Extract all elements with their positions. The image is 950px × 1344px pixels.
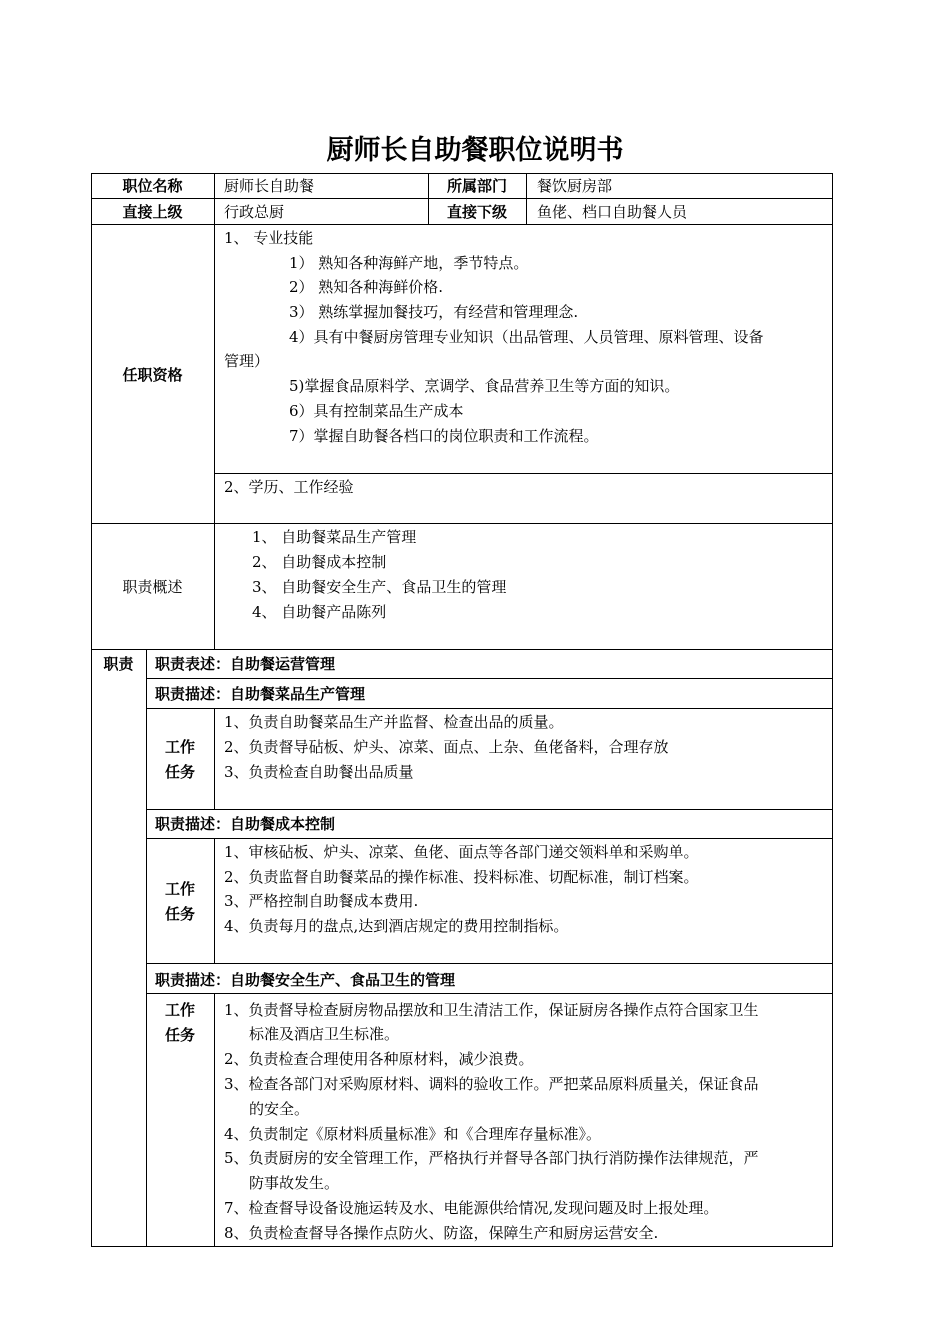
position-name-label: 职位名称 <box>122 177 183 195</box>
task-line-continued: 防事故发生。 <box>249 1174 340 1192</box>
task-line: 3、检查各部门对采购原材料、调料的验收工作。严把菜品原料质量关，保证食品 <box>224 1075 759 1093</box>
overview-item: 2、 自助餐成本控制 <box>252 553 387 571</box>
duties-label: 职责 <box>103 655 134 673</box>
overview-item: 3、 自助餐安全生产、食品卫生的管理 <box>252 578 507 596</box>
task-label: 任务 <box>164 905 195 923</box>
task-line: 2、负责检查合理使用各种原材料，减少浪费。 <box>224 1050 534 1068</box>
duty-statement: 职责表述：自助餐运营管理 <box>155 655 336 673</box>
duty-section-title: 职责描述：自助餐成本控制 <box>155 815 336 833</box>
task-line-continued: 标准及酒店卫生标准。 <box>249 1025 400 1043</box>
task-line: 7、检查督导设备设施运转及水、电能源供给情况,发现问题及时上报处理。 <box>224 1199 719 1217</box>
qualifications-label: 任职资格 <box>122 366 183 384</box>
task-label: 任务 <box>164 1026 195 1044</box>
skills-title: 1、 专业技能 <box>224 229 314 247</box>
task-line: 3、严格控制自助餐成本费用. <box>224 892 419 910</box>
skill-item: 6）具有控制菜品生产成本 <box>289 402 464 420</box>
skill-item-continued: 管理） <box>224 352 270 370</box>
task-line: 8、负责检查督导各操作点防火、防盗，保障生产和厨房运营安全. <box>224 1224 659 1242</box>
overview-label: 职责概述 <box>122 578 183 596</box>
subordinate-label: 直接下级 <box>446 203 507 221</box>
education-title: 2、学历、工作经验 <box>224 478 354 496</box>
task-line: 4、负责每月的盘点,达到酒店规定的费用控制指标。 <box>224 917 569 935</box>
task-line: 1、负责自助餐菜品生产并监督、检查出品的质量。 <box>224 713 564 731</box>
task-line: 2、负责监督自助餐菜品的操作标准、投料标准、切配标准，制订档案。 <box>224 868 699 886</box>
duty-section-title: 职责描述：自助餐菜品生产管理 <box>155 685 366 703</box>
skill-item: 5)掌握食品原料学、烹调学、食品营养卫生等方面的知识。 <box>289 377 680 395</box>
duty-section-title: 职责描述：自助餐安全生产、食品卫生的管理 <box>155 971 456 989</box>
skill-item: 1） 熟知各种海鲜产地，季节特点。 <box>289 254 529 272</box>
task-line: 4、负责制定《原材料质量标准》和《合理库存量标准》。 <box>224 1125 602 1143</box>
skill-item: 7）掌握自助餐各档口的岗位职责和工作流程。 <box>289 427 599 445</box>
task-label: 工作 <box>164 1001 195 1019</box>
task-line: 3、负责检查自助餐出品质量 <box>224 763 414 781</box>
subordinate-value: 鱼佬、档口自助餐人员 <box>537 203 688 221</box>
department-value: 餐饮厨房部 <box>537 177 613 195</box>
superior-value: 行政总厨 <box>224 203 285 221</box>
task-line: 2、负责督导砧板、炉头、凉菜、面点、上杂、鱼佬备料，合理存放 <box>224 738 669 756</box>
task-label: 工作 <box>164 738 195 756</box>
task-line: 1、审核砧板、炉头、凉菜、鱼佬、面点等各部门递交领料单和采购单。 <box>224 843 699 861</box>
task-label: 工作 <box>164 880 195 898</box>
task-label: 任务 <box>164 763 195 781</box>
page-title: 厨师长自助餐职位说明书 <box>326 135 624 166</box>
overview-item: 4、 自助餐产品陈列 <box>252 603 387 621</box>
task-line-continued: 的安全。 <box>249 1100 310 1118</box>
task-line: 5、负责厨房的安全管理工作，严格执行并督导各部门执行消防操作法律规范，严 <box>224 1149 759 1167</box>
overview-item: 1、 自助餐菜品生产管理 <box>252 528 417 546</box>
task-line: 1、负责督导检查厨房物品摆放和卫生清洁工作，保证厨房各操作点符合国家卫生 <box>224 1001 759 1019</box>
department-label: 所属部门 <box>446 177 507 195</box>
superior-label: 直接上级 <box>122 203 183 221</box>
skill-item: 2） 熟知各种海鲜价格. <box>289 278 444 296</box>
skill-item: 4）具有中餐厨房管理专业知识（出品管理、人员管理、原料管理、设备 <box>289 328 764 346</box>
position-name-value: 厨师长自助餐 <box>224 177 315 195</box>
skill-item: 3） 熟练掌握加餐技巧，有经营和管理理念. <box>289 303 579 321</box>
